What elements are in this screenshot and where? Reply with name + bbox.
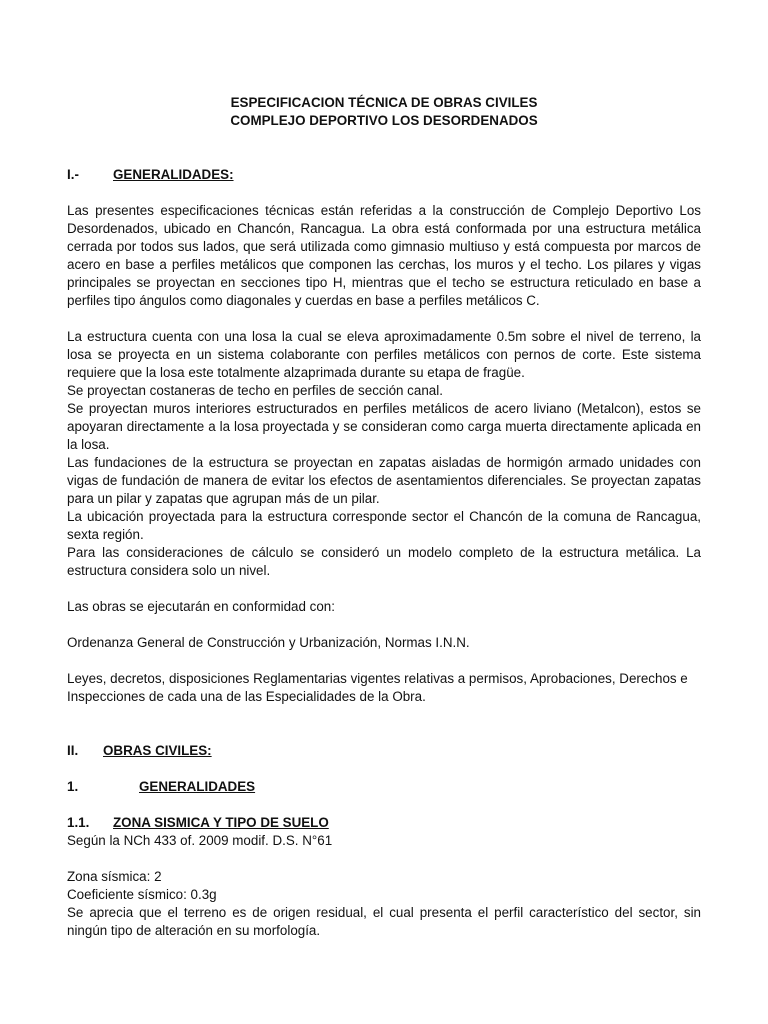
section-number: II. <box>67 743 79 758</box>
subsection-heading-generalidades <box>67 778 701 796</box>
conformity-item-ordenanza: Ordenanza General de Construcción y Urbanización, Normas I.N.N. <box>67 635 470 650</box>
intro-paragraph: Las presentes especificaciones técnicas están referidas a la construcción de Complejo Deportivo Los Desordenados, ubicado en Chancón, Rancagua. La obra está conformada por una estructura metálica cerrada por todos sus lados, que será utilizada como gimnasio multiuso y está compuesta por marcos de acero en base a perfiles metálicos que componen las cerchas, los muros y el techo. Los pilares y vigas principales se proyectan en secciones tipo H, mientras que el techo se estructura reticulado en base a perfiles tipo ángulos como diagonales y cuerdas en base a perfiles metálicos C. <box>67 203 701 308</box>
subsection-number: 1.1. <box>67 815 90 830</box>
structure-paragraph: Para las consideraciones de cálculo se consideró un modelo completo de la estructura metálica. La estructura considera solo un nivel. <box>67 545 701 578</box>
seismic-coefficient: Coeficiente sísmico: 0.3g <box>67 887 217 902</box>
section-title: OBRAS CIVILES: <box>103 743 212 758</box>
section-heading-generalidades <box>67 166 701 184</box>
document-title-line1: ESPECIFICACION TÉCNICA DE OBRAS CIVILES <box>230 95 538 110</box>
structure-paragraph: La ubicación proyectada para la estructura corresponde sector el Chancón de la comuna de Rancagua, sexta región. <box>67 509 701 542</box>
section-heading-obras-civiles <box>67 742 701 760</box>
subsection-title: ZONA SISMICA Y TIPO DE SUELO <box>113 815 329 830</box>
structure-paragraph: La estructura cuenta con una losa la cual se eleva aproximadamente 0.5m sobre el nivel de terreno, la losa se proyecta en un sistema colaborante con perfiles metálicos con pernos de corte. Este sistema requiere que la losa este totalmente alzaprimada durante su etapa de fragüe. <box>67 329 701 380</box>
conformity-item-leyes: Leyes, decretos, disposiciones Reglamentarias vigentes relativas a permisos, Aprobaciones, Derechos e Inspecciones de cada una de las Especialidades de la Obra. <box>67 671 688 704</box>
conformity-intro: Las obras se ejecutarán en conformidad con: <box>67 599 335 614</box>
soil-description: Se aprecia que el terreno es de origen residual, el cual presenta el perfil característico del sector, sin ningún tipo de alteración en su morfología. <box>67 905 701 938</box>
document-title-line2: COMPLEJO DEPORTIVO LOS DESORDENADOS <box>230 113 538 128</box>
subsection-number: 1. <box>67 779 79 794</box>
structure-paragraph: Se proyectan costaneras de techo en perfiles de sección canal. <box>67 383 443 398</box>
seismic-zone: Zona sísmica: 2 <box>67 869 162 884</box>
structure-paragraph: Las fundaciones de la estructura se proyectan en zapatas aisladas de hormigón armado unidades con vigas de fundación de manera de evitar los efectos de asentamientos diferenciales. Se proyectan zapatas para un pilar y zapatas que agrupan más de un pilar. <box>67 455 701 506</box>
section-number: I.- <box>67 167 79 182</box>
subsection-heading-zona-sismica <box>67 814 701 832</box>
document-body <box>67 94 701 940</box>
section-title: GENERALIDADES: <box>113 167 234 182</box>
norm-reference: Según la NCh 433 of. 2009 modif. D.S. N°61 <box>67 833 333 848</box>
subsection-title: GENERALIDADES <box>139 779 256 794</box>
structure-description <box>67 328 701 580</box>
structure-paragraph: Se proyectan muros interiores estructurados en perfiles metálicos de acero liviano (Metalcon), estos se apoyaran directamente a la losa proyectada y se consideran como carga muerta directamente aplicada en la losa. <box>67 401 701 452</box>
